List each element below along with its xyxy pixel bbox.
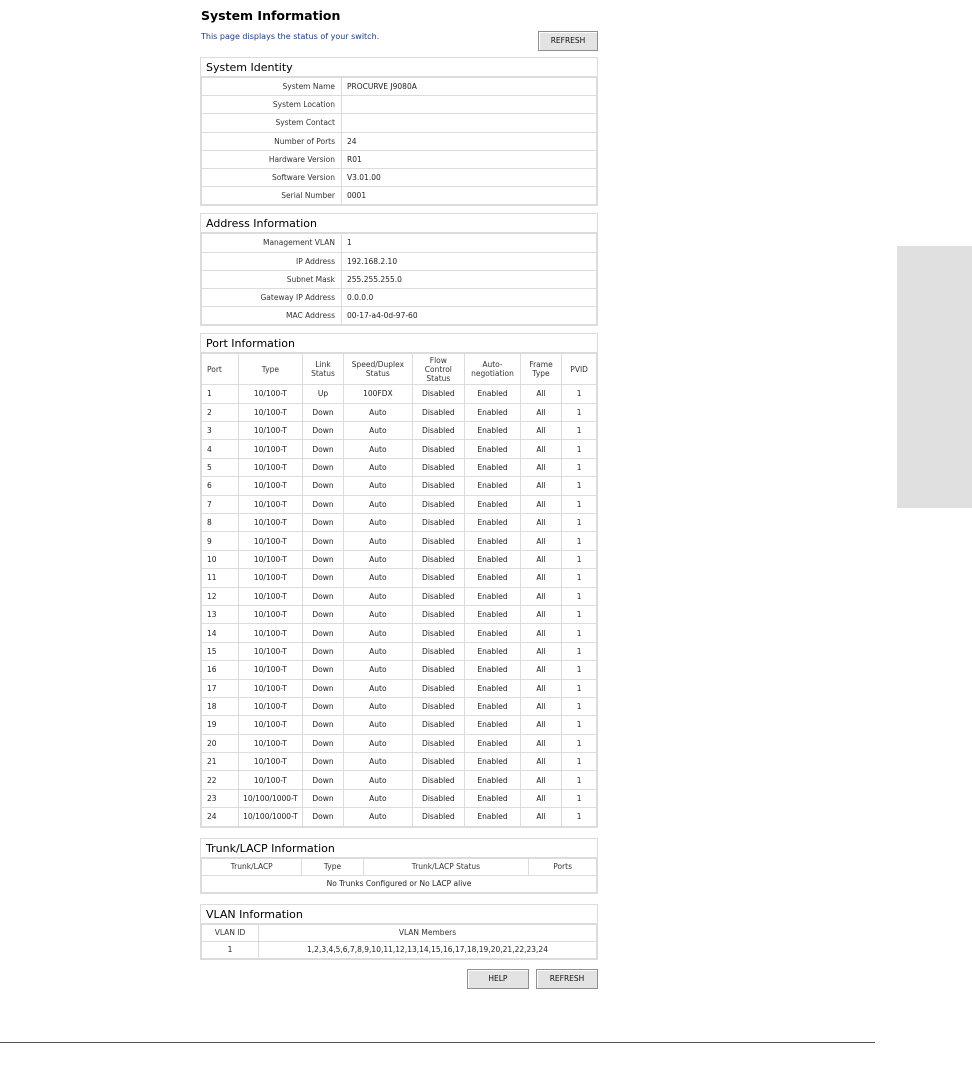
table-row xyxy=(202,679,597,697)
table-cell: Disabled xyxy=(412,495,465,513)
table-cell: Disabled xyxy=(412,385,465,403)
table-cell: 10/100-T xyxy=(238,642,302,660)
table-cell: Auto xyxy=(344,697,412,715)
table-cell: Enabled xyxy=(465,734,521,752)
table-cell: Enabled xyxy=(465,422,521,440)
section-title: Address Information xyxy=(201,214,597,233)
table-cell: Disabled xyxy=(412,679,465,697)
table-cell: Disabled xyxy=(412,716,465,734)
page-description: This page displays the status of your switch. xyxy=(201,32,380,41)
table-cell: 12 xyxy=(202,587,239,605)
table-cell: Disabled xyxy=(412,422,465,440)
table-cell: Auto xyxy=(344,642,412,660)
refresh-button-bottom[interactable]: REFRESH xyxy=(536,969,598,989)
row-value: 255.255.255.0 xyxy=(342,270,597,288)
table-cell: Enabled xyxy=(465,569,521,587)
table-cell: All xyxy=(520,440,561,458)
port-information-table xyxy=(201,353,597,826)
table-row xyxy=(202,168,597,186)
row-value: 1 xyxy=(342,234,597,252)
table-cell: Auto xyxy=(344,605,412,623)
table-cell: 3 xyxy=(202,422,239,440)
column-header: VLAN Members xyxy=(259,924,597,941)
table-cell: Auto xyxy=(344,477,412,495)
table-row xyxy=(202,532,597,550)
table-cell: Disabled xyxy=(412,697,465,715)
system-identity-section xyxy=(200,57,598,206)
table-cell: 1 xyxy=(562,789,597,807)
table-cell: 1 xyxy=(562,569,597,587)
table-cell: 1 xyxy=(562,477,597,495)
column-header: Frame Type xyxy=(520,354,561,385)
table-row xyxy=(202,422,597,440)
column-header: Link Status xyxy=(302,354,343,385)
table-cell: All xyxy=(520,495,561,513)
table-cell: Enabled xyxy=(465,385,521,403)
table-cell: Enabled xyxy=(465,440,521,458)
table-cell: All xyxy=(520,403,561,421)
table-row xyxy=(202,385,597,403)
row-value: PROCURVE J9080A xyxy=(342,78,597,96)
table-cell: All xyxy=(520,550,561,568)
table-row xyxy=(202,252,597,270)
table-cell: Down xyxy=(302,440,343,458)
table-cell: 10/100-T xyxy=(238,605,302,623)
section-title: VLAN Information xyxy=(201,905,597,924)
table-cell: All xyxy=(520,753,561,771)
table-row xyxy=(202,150,597,168)
table-cell: Auto xyxy=(344,624,412,642)
table-cell: Disabled xyxy=(412,753,465,771)
table-cell: 10/100-T xyxy=(238,532,302,550)
table-cell: All xyxy=(520,734,561,752)
table-cell: Disabled xyxy=(412,642,465,660)
table-cell: Down xyxy=(302,513,343,531)
table-cell: Enabled xyxy=(465,716,521,734)
table-cell: 19 xyxy=(202,716,239,734)
table-cell: Auto xyxy=(344,734,412,752)
table-cell: 7 xyxy=(202,495,239,513)
table-cell: Down xyxy=(302,642,343,660)
row-label: System Location xyxy=(202,96,342,114)
row-label: Management VLAN xyxy=(202,234,342,252)
table-cell: 1 xyxy=(562,697,597,715)
table-cell: Auto xyxy=(344,422,412,440)
column-header: VLAN ID xyxy=(202,924,259,941)
table-cell: 21 xyxy=(202,753,239,771)
section-title: Port Information xyxy=(201,334,597,353)
table-cell: 1 xyxy=(562,679,597,697)
table-row xyxy=(202,789,597,807)
row-label: Serial Number xyxy=(202,187,342,205)
table-cell: Enabled xyxy=(465,789,521,807)
table-cell: 10/100-T xyxy=(238,771,302,789)
table-cell: 23 xyxy=(202,789,239,807)
help-button[interactable]: HELP xyxy=(467,969,529,989)
table-row xyxy=(202,569,597,587)
table-cell: 10/100-T xyxy=(238,716,302,734)
table-row xyxy=(202,114,597,132)
column-header: Ports xyxy=(529,858,597,875)
table-cell: Enabled xyxy=(465,587,521,605)
table-cell: 1 xyxy=(562,385,597,403)
table-cell: 1 xyxy=(562,440,597,458)
table-cell: Down xyxy=(302,808,343,826)
table-cell: 24 xyxy=(202,808,239,826)
column-header: Trunk/LACP Status xyxy=(363,858,529,875)
table-cell: 18 xyxy=(202,697,239,715)
table-row xyxy=(202,661,597,679)
table-row xyxy=(202,270,597,288)
table-cell: Auto xyxy=(344,661,412,679)
column-header: Flow Control Status xyxy=(412,354,465,385)
table-cell: 10/100-T xyxy=(238,513,302,531)
row-label: Gateway IP Address xyxy=(202,288,342,306)
table-cell: 10/100-T xyxy=(238,550,302,568)
table-cell: Disabled xyxy=(412,771,465,789)
table-row xyxy=(202,550,597,568)
table-row xyxy=(202,808,597,826)
row-value: 0001 xyxy=(342,187,597,205)
table-row xyxy=(202,624,597,642)
table-cell: 17 xyxy=(202,679,239,697)
table-cell: All xyxy=(520,789,561,807)
table-cell: 5 xyxy=(202,458,239,476)
table-cell: 10/100-T xyxy=(238,587,302,605)
table-cell: 1 xyxy=(562,550,597,568)
column-header: Type xyxy=(238,354,302,385)
table-cell: 6 xyxy=(202,477,239,495)
table-cell: Enabled xyxy=(465,550,521,568)
table-cell: Disabled xyxy=(412,605,465,623)
system-information-page xyxy=(200,8,598,989)
table-row xyxy=(202,288,597,306)
table-cell: 1 xyxy=(202,941,259,958)
table-cell: Disabled xyxy=(412,440,465,458)
table-cell: 10/100-T xyxy=(238,440,302,458)
table-cell: 1 xyxy=(562,661,597,679)
table-cell: 10/100/1000-T xyxy=(238,789,302,807)
table-cell: 10/100/1000-T xyxy=(238,808,302,826)
table-cell: 14 xyxy=(202,624,239,642)
table-cell: 10/100-T xyxy=(238,458,302,476)
table-cell: 10/100-T xyxy=(238,495,302,513)
table-cell: 1 xyxy=(562,587,597,605)
table-row xyxy=(202,605,597,623)
empty-message: No Trunks Configured or No LACP alive xyxy=(202,875,597,892)
table-cell: All xyxy=(520,587,561,605)
table-cell: Enabled xyxy=(465,642,521,660)
table-cell: 1,2,3,4,5,6,7,8,9,10,11,12,13,14,15,16,17,18,19,20,21,22,23,24 xyxy=(259,941,597,958)
column-header: Auto-negotiation xyxy=(465,354,521,385)
table-cell: Down xyxy=(302,734,343,752)
table-cell: Auto xyxy=(344,679,412,697)
table-cell: 1 xyxy=(562,753,597,771)
table-cell: Auto xyxy=(344,458,412,476)
table-cell: Down xyxy=(302,753,343,771)
table-cell: 11 xyxy=(202,569,239,587)
row-value: V3.01.00 xyxy=(342,168,597,186)
row-label: IP Address xyxy=(202,252,342,270)
table-cell: Down xyxy=(302,661,343,679)
table-cell: 10/100-T xyxy=(238,403,302,421)
table-row xyxy=(202,440,597,458)
table-cell: Auto xyxy=(344,789,412,807)
trunk-information-table xyxy=(201,858,597,893)
table-cell: Down xyxy=(302,403,343,421)
column-header: Port xyxy=(202,354,239,385)
table-cell: Disabled xyxy=(412,624,465,642)
table-cell: Disabled xyxy=(412,550,465,568)
row-label: System Contact xyxy=(202,114,342,132)
table-cell: Disabled xyxy=(412,789,465,807)
table-cell: Down xyxy=(302,697,343,715)
table-row xyxy=(202,941,597,958)
table-cell: Down xyxy=(302,422,343,440)
system-identity-table xyxy=(201,77,597,205)
table-cell: 10/100-T xyxy=(238,753,302,771)
table-cell: All xyxy=(520,697,561,715)
table-cell: 16 xyxy=(202,661,239,679)
table-cell: Disabled xyxy=(412,513,465,531)
page-title: System Information xyxy=(201,8,341,23)
table-cell: Disabled xyxy=(412,477,465,495)
row-value: 192.168.2.10 xyxy=(342,252,597,270)
table-cell: 13 xyxy=(202,605,239,623)
table-cell: 1 xyxy=(562,513,597,531)
table-row xyxy=(202,771,597,789)
table-cell: Down xyxy=(302,716,343,734)
table-cell: All xyxy=(520,532,561,550)
table-cell: Enabled xyxy=(465,753,521,771)
column-header: Speed/Duplex Status xyxy=(344,354,412,385)
table-row xyxy=(202,697,597,715)
column-header: Trunk/LACP xyxy=(202,858,302,875)
table-cell: 8 xyxy=(202,513,239,531)
table-cell: 10/100-T xyxy=(238,624,302,642)
row-value: 24 xyxy=(342,132,597,150)
table-cell: All xyxy=(520,661,561,679)
table-row xyxy=(202,875,597,892)
table-row xyxy=(202,495,597,513)
table-cell: 10/100-T xyxy=(238,385,302,403)
table-cell: Enabled xyxy=(465,477,521,495)
table-cell: 100FDX xyxy=(344,385,412,403)
table-row xyxy=(202,234,597,252)
table-cell: Auto xyxy=(344,569,412,587)
table-cell: Enabled xyxy=(465,458,521,476)
table-row xyxy=(202,642,597,660)
table-row xyxy=(202,734,597,752)
row-label: Software Version xyxy=(202,168,342,186)
table-cell: Down xyxy=(302,532,343,550)
row-value xyxy=(342,96,597,114)
row-value xyxy=(342,114,597,132)
table-cell: Enabled xyxy=(465,495,521,513)
table-cell: Auto xyxy=(344,513,412,531)
address-information-table xyxy=(201,233,597,325)
table-cell: Enabled xyxy=(465,661,521,679)
table-cell: Enabled xyxy=(465,679,521,697)
table-cell: Auto xyxy=(344,532,412,550)
table-cell: All xyxy=(520,422,561,440)
table-cell: Enabled xyxy=(465,808,521,826)
table-cell: Auto xyxy=(344,808,412,826)
table-cell: Auto xyxy=(344,587,412,605)
row-label: Subnet Mask xyxy=(202,270,342,288)
table-row xyxy=(202,587,597,605)
top-bar xyxy=(200,31,598,51)
table-row xyxy=(202,96,597,114)
table-row xyxy=(202,753,597,771)
table-cell: Down xyxy=(302,605,343,623)
table-cell: 4 xyxy=(202,440,239,458)
table-cell: 15 xyxy=(202,642,239,660)
section-title: Trunk/LACP Information xyxy=(201,839,597,858)
table-cell: Disabled xyxy=(412,734,465,752)
table-cell: All xyxy=(520,605,561,623)
table-cell: 1 xyxy=(562,495,597,513)
row-label: System Name xyxy=(202,78,342,96)
table-cell: 10/100-T xyxy=(238,569,302,587)
table-cell: Down xyxy=(302,771,343,789)
table-cell: 10 xyxy=(202,550,239,568)
table-cell: Enabled xyxy=(465,403,521,421)
table-cell: 1 xyxy=(562,403,597,421)
table-cell: Up xyxy=(302,385,343,403)
row-value: 0.0.0.0 xyxy=(342,288,597,306)
footer-rule xyxy=(0,1042,875,1043)
table-cell: Down xyxy=(302,569,343,587)
row-label: Number of Ports xyxy=(202,132,342,150)
table-cell: Auto xyxy=(344,716,412,734)
table-row xyxy=(202,78,597,96)
table-cell: 1 xyxy=(562,771,597,789)
table-cell: Auto xyxy=(344,753,412,771)
table-cell: 1 xyxy=(562,808,597,826)
table-cell: Disabled xyxy=(412,661,465,679)
table-cell: Auto xyxy=(344,550,412,568)
table-cell: Down xyxy=(302,789,343,807)
table-cell: Auto xyxy=(344,440,412,458)
table-cell: Enabled xyxy=(465,624,521,642)
table-cell: All xyxy=(520,624,561,642)
table-cell: 10/100-T xyxy=(238,697,302,715)
table-cell: Enabled xyxy=(465,605,521,623)
vlan-information-section xyxy=(200,904,598,960)
table-cell: 10/100-T xyxy=(238,734,302,752)
table-cell: Down xyxy=(302,477,343,495)
table-cell: 1 xyxy=(562,624,597,642)
table-cell: 1 xyxy=(562,422,597,440)
table-row xyxy=(202,458,597,476)
table-cell: All xyxy=(520,458,561,476)
table-row xyxy=(202,187,597,205)
table-cell: Auto xyxy=(344,403,412,421)
column-header: PVID xyxy=(562,354,597,385)
table-row xyxy=(202,477,597,495)
table-row xyxy=(202,307,597,325)
table-cell: 1 xyxy=(562,605,597,623)
table-cell: All xyxy=(520,679,561,697)
table-cell: Enabled xyxy=(465,513,521,531)
row-value: R01 xyxy=(342,150,597,168)
table-cell: All xyxy=(520,569,561,587)
column-header: Type xyxy=(302,858,363,875)
table-cell: All xyxy=(520,385,561,403)
address-information-section xyxy=(200,213,598,326)
table-cell: 22 xyxy=(202,771,239,789)
refresh-button[interactable]: REFRESH xyxy=(538,31,598,51)
table-cell: Down xyxy=(302,679,343,697)
port-information-section xyxy=(200,333,598,827)
table-cell: Down xyxy=(302,550,343,568)
table-row xyxy=(202,513,597,531)
table-cell: Disabled xyxy=(412,808,465,826)
table-cell: 10/100-T xyxy=(238,422,302,440)
table-cell: 1 xyxy=(562,532,597,550)
table-cell: 10/100-T xyxy=(238,661,302,679)
table-cell: 1 xyxy=(562,734,597,752)
table-cell: Disabled xyxy=(412,403,465,421)
table-cell: All xyxy=(520,716,561,734)
table-cell: 10/100-T xyxy=(238,679,302,697)
table-cell: Enabled xyxy=(465,697,521,715)
vlan-information-table xyxy=(201,924,597,959)
table-cell: Disabled xyxy=(412,569,465,587)
table-cell: All xyxy=(520,642,561,660)
table-row xyxy=(202,716,597,734)
table-cell: 20 xyxy=(202,734,239,752)
table-row xyxy=(202,403,597,421)
table-cell: 1 xyxy=(562,716,597,734)
table-cell: Auto xyxy=(344,771,412,789)
table-cell: Down xyxy=(302,624,343,642)
row-label: Hardware Version xyxy=(202,150,342,168)
table-cell: All xyxy=(520,513,561,531)
table-cell: Enabled xyxy=(465,532,521,550)
table-cell: All xyxy=(520,771,561,789)
table-cell: Disabled xyxy=(412,532,465,550)
row-value: 00-17-a4-0d-97-60 xyxy=(342,307,597,325)
table-cell: Auto xyxy=(344,495,412,513)
table-cell: 2 xyxy=(202,403,239,421)
table-cell: All xyxy=(520,477,561,495)
table-cell: 10/100-T xyxy=(238,477,302,495)
table-cell: Down xyxy=(302,458,343,476)
table-cell: 1 xyxy=(202,385,239,403)
trunk-information-section xyxy=(200,838,598,894)
table-cell: 9 xyxy=(202,532,239,550)
table-cell: Down xyxy=(302,587,343,605)
row-label: MAC Address xyxy=(202,307,342,325)
section-title: System Identity xyxy=(201,58,597,77)
table-cell: Disabled xyxy=(412,587,465,605)
table-cell: Disabled xyxy=(412,458,465,476)
table-cell: 1 xyxy=(562,458,597,476)
table-row xyxy=(202,132,597,150)
bottom-buttons xyxy=(200,966,598,989)
table-cell: All xyxy=(520,808,561,826)
table-cell: Enabled xyxy=(465,771,521,789)
side-tab xyxy=(897,246,972,508)
table-cell: 1 xyxy=(562,642,597,660)
table-cell: Down xyxy=(302,495,343,513)
